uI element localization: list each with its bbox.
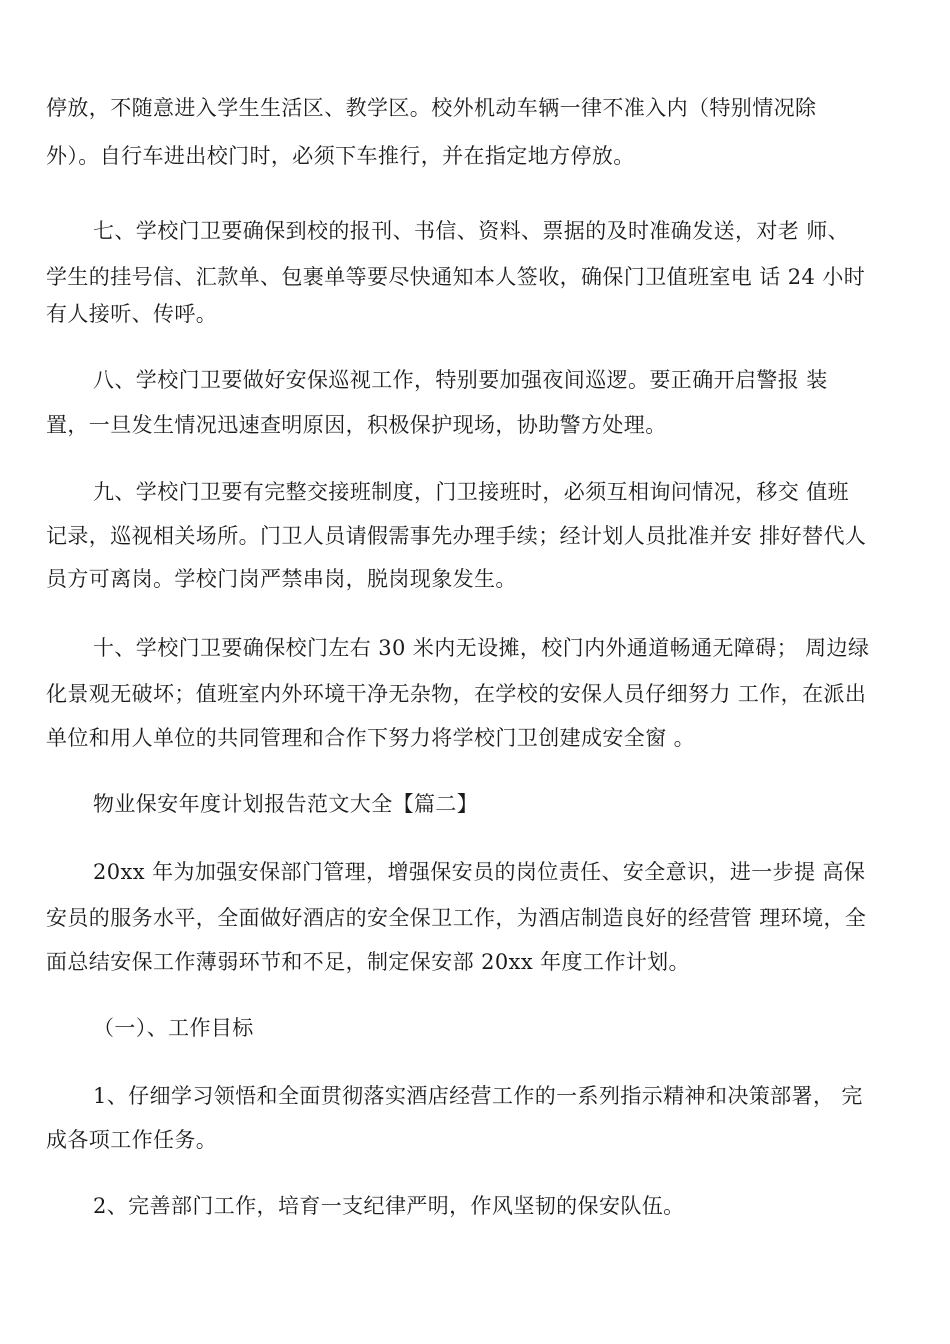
text-line: 十、学校门卫要确保校门左右 30 米内无设摊，校门内外通道畅通无障碍； 周边绿 [93, 636, 870, 660]
text-line: 外）。自行车进出校门时，必须下车推行，并在指定地方停放。 [46, 144, 635, 168]
text-line: 记录，巡视相关场所。门卫人员请假需事先办理手续；经计划人员批准并安 排好替代人 [46, 524, 867, 548]
text-line: 停放，不随意进入学生生活区、教学区。校外机动车辆一律不准入内（特别情况除 [46, 96, 817, 120]
text-line: 单位和用人单位的共同管理和合作下努力将学校门卫创建成安全窗 。 [46, 726, 696, 750]
text-line: 有人接听、传呼。 [46, 302, 218, 326]
subsection-heading: （一）、工作目标 [93, 1016, 254, 1040]
text-line: 化景观无破坏；值班室内外环境干净无杂物，在学校的安保人员仔细努力 工作，在派出 [46, 682, 867, 706]
text-line: 安员的服务水平，全面做好酒店的安全保卫工作，为酒店制造良好的经营管 理环境，全 [46, 906, 867, 930]
text-line: 学生的挂号信、汇款单、包裹单等要尽快通知本人签收，确保门卫值班室电 话 24 小时 [46, 265, 866, 289]
text-line: 1、仔细学习领悟和全面贯彻落实酒店经营工作的一系列指示精神和决策部署， 完 [93, 1084, 863, 1108]
text-line: 面总结安保工作薄弱环节和不足，制定保安部 20xx 年度工作计划。 [46, 950, 690, 974]
text-line: 2、完善部门工作，培育一支纪律严明，作风坚韧的保安队伍。 [93, 1194, 685, 1218]
text-line: 七、学校门卫要确保到校的报刊、书信、资料、票据的及时准确发送，对老 师、 [93, 219, 850, 243]
text-line: 八、学校门卫要做好安保巡视工作，特别要加强夜间巡逻。要正确开启警报 装 [93, 368, 828, 392]
section-heading: 物业保安年度计划报告范文大全【篇二】 [93, 792, 479, 816]
text-line: 置，一旦发生情况迅速查明原因，积极保护现场，协助警方处理。 [46, 413, 667, 437]
text-line: 员方可离岗。学校门岗严禁串岗，脱岗现象发生。 [46, 567, 517, 591]
text-line: 成各项工作任务。 [46, 1128, 218, 1152]
text-line: 20xx 年为加强安保部门管理，增强保安员的岗位责任、安全意识，进一步提 高保 [93, 860, 866, 884]
text-line: 九、学校门卫要有完整交接班制度，门卫接班时，必须互相询问情况，移交 值班 [93, 480, 850, 504]
